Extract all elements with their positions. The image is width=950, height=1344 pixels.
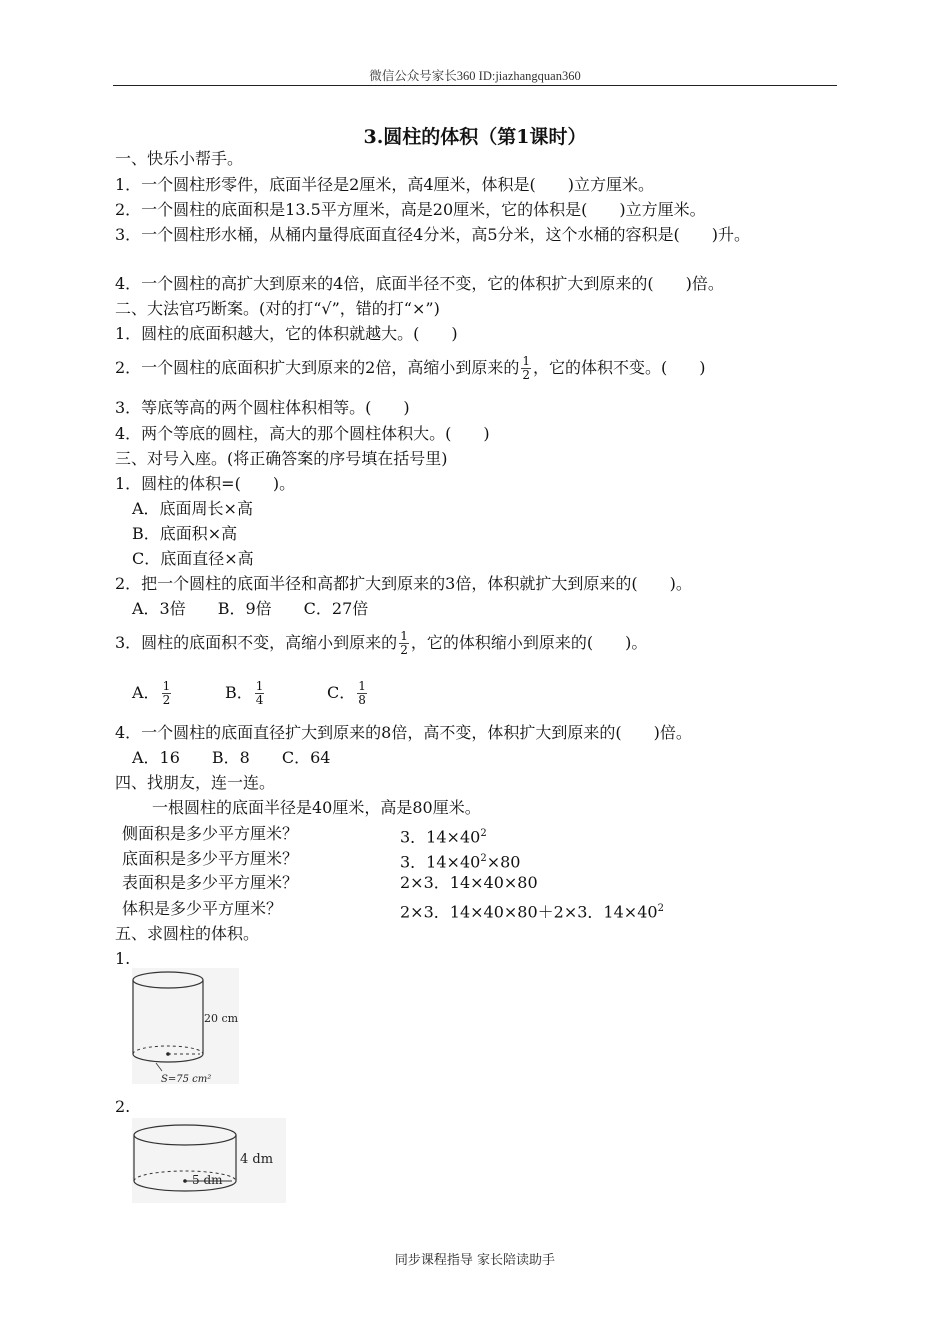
s1-question-1: 1．一个圆柱形零件，底面半径是2厘米，高4厘米，体积是( )立方厘米。 xyxy=(115,175,655,194)
expression: ×80 xyxy=(486,852,521,872)
s3-q3-option-b xyxy=(225,676,266,710)
fraction-one-quarter xyxy=(255,680,265,707)
s3-q3-text-b: ，它的体积缩小到原来的( )。 xyxy=(410,633,648,652)
fraction-one-half xyxy=(521,355,531,382)
expression: 3．14×40 xyxy=(400,852,481,872)
page-title: 3.圆柱的体积（第1课时） xyxy=(363,126,587,148)
section-5-heading: 五、求圆柱的体积。 xyxy=(115,924,260,943)
s4-left-item[interactable]: 侧面积是多少平方厘米？ xyxy=(122,824,299,843)
s3-q1-option-a: A．底面周长×高 xyxy=(132,499,253,518)
fraction-denominator: 2 xyxy=(522,368,531,382)
s4-left-item[interactable]: 体积是多少平方厘米？ xyxy=(122,899,283,918)
fraction-denominator: 2 xyxy=(400,643,408,657)
s3-q1-option-b: B．底面积×高 xyxy=(132,524,238,543)
s3-q2-options: A．3倍 B．9倍 C．27倍 xyxy=(132,599,369,618)
fraction-one-eighth xyxy=(357,680,367,707)
s1-question-2: 2．一个圆柱的底面积是13.5平方厘米，高是20厘米，它的体积是( )立方厘米。 xyxy=(115,200,706,219)
s2-q2-text-b: ，它的体积不变。( ) xyxy=(533,358,706,377)
s4-right-item[interactable]: 2×3．14×40×80 xyxy=(400,873,538,892)
s4-left-item[interactable]: 表面积是多少平方厘米？ xyxy=(122,873,299,892)
expression: 2×3．14×40×80＋2×3．14×40 xyxy=(400,902,658,922)
s4-right-item[interactable] xyxy=(400,849,520,872)
page-footer: 同步课程指导 家长陪读助手 xyxy=(394,1253,556,1268)
s1-question-3: 3．一个圆柱形水桶，从桶内量得底面直径4分米，高5分米，这个水桶的容积是( )升。 xyxy=(115,225,751,244)
figure-number: 1. xyxy=(115,949,131,968)
s3-q3-option-c xyxy=(327,676,369,710)
cylinder-figure-1 xyxy=(132,968,239,1084)
height-label: 20 cm xyxy=(204,1012,239,1025)
s1-question-4: 4．一个圆柱的高扩大到原来的4倍，底面半径不变，它的体积扩大到原来的( )倍。 xyxy=(115,274,724,293)
height-label: 4 dm xyxy=(240,1152,274,1167)
exponent: 2 xyxy=(480,853,487,864)
section-1-heading: 一、快乐小帮手。 xyxy=(115,149,244,168)
s3-question-2: 2．把一个圆柱的底面半径和高都扩大到原来的3倍，体积就扩大到原来的( )。 xyxy=(115,574,692,593)
fraction-numerator: 1 xyxy=(255,679,264,693)
fraction-numerator: 1 xyxy=(522,354,531,368)
exponent: 2 xyxy=(657,903,664,914)
s2-q2-text-a: 2．一个圆柱的底面积扩大到原来的2倍，高缩小到原来的 xyxy=(115,358,520,377)
s3-q3-text-a: 3．圆柱的底面积不变，高缩小到原来的 xyxy=(115,633,398,652)
cylinder-2-drawing xyxy=(132,1118,286,1203)
s3-question-4: 4．一个圆柱的底面直径扩大到原来的8倍，高不变，体积扩大到原来的( )倍。 xyxy=(115,723,692,742)
fraction-numerator: 1 xyxy=(162,679,171,693)
header-rule xyxy=(113,85,837,86)
fraction-denominator: 2 xyxy=(162,693,171,707)
s4-right-item[interactable] xyxy=(400,824,487,847)
fraction-denominator: 4 xyxy=(255,693,264,707)
s4-intro: 一根圆柱的底面半径是40厘米，高是80厘米。 xyxy=(152,798,481,817)
cylinder-figure-2 xyxy=(132,1118,286,1203)
fraction-one-half xyxy=(399,630,409,657)
cylinder-1-drawing xyxy=(132,968,239,1084)
option-letter: B． xyxy=(225,683,253,702)
section-4-heading: 四、找朋友，连一连。 xyxy=(115,773,276,792)
area-label: S=75 cm² xyxy=(161,1074,212,1084)
s3-question-3 xyxy=(115,626,647,660)
s3-q1-option-c: C．底面直径×高 xyxy=(132,549,254,568)
expression: 3．14×40 xyxy=(400,827,481,847)
s2-question-2 xyxy=(115,351,706,385)
s4-right-item[interactable] xyxy=(400,899,664,922)
fraction-one-half xyxy=(162,680,172,707)
section-3-heading: 三、对号入座。(将正确答案的序号填在括号里) xyxy=(115,449,448,468)
fraction-numerator: 1 xyxy=(358,679,366,693)
s4-left-item[interactable]: 底面积是多少平方厘米？ xyxy=(122,849,299,868)
exponent: 2 xyxy=(480,828,487,839)
s3-q4-options: A．16 B．8 C．64 xyxy=(132,748,331,767)
s2-question-3: 3．等底等高的两个圆柱体积相等。( ) xyxy=(115,398,410,417)
option-letter: A． xyxy=(132,683,160,702)
section-2-heading: 二、大法官巧断案。(对的打“√”，错的打“×”) xyxy=(115,299,440,318)
fraction-denominator: 8 xyxy=(358,693,366,707)
s2-question-4: 4．两个等底的圆柱，高大的那个圆柱体积大。( ) xyxy=(115,424,490,443)
option-letter: C． xyxy=(327,683,356,702)
s3-q3-option-a xyxy=(132,676,173,710)
radius-label: 5 dm xyxy=(192,1173,223,1187)
figure-number: 2. xyxy=(115,1097,131,1116)
fraction-numerator: 1 xyxy=(400,629,408,643)
s2-question-1: 1．圆柱的底面积越大，它的体积就越大。( ) xyxy=(115,324,458,343)
s3-question-1: 1．圆柱的体积=( )。 xyxy=(115,474,296,493)
page-header: 微信公众号家长360 ID:jiazhangquan360 xyxy=(369,69,581,83)
